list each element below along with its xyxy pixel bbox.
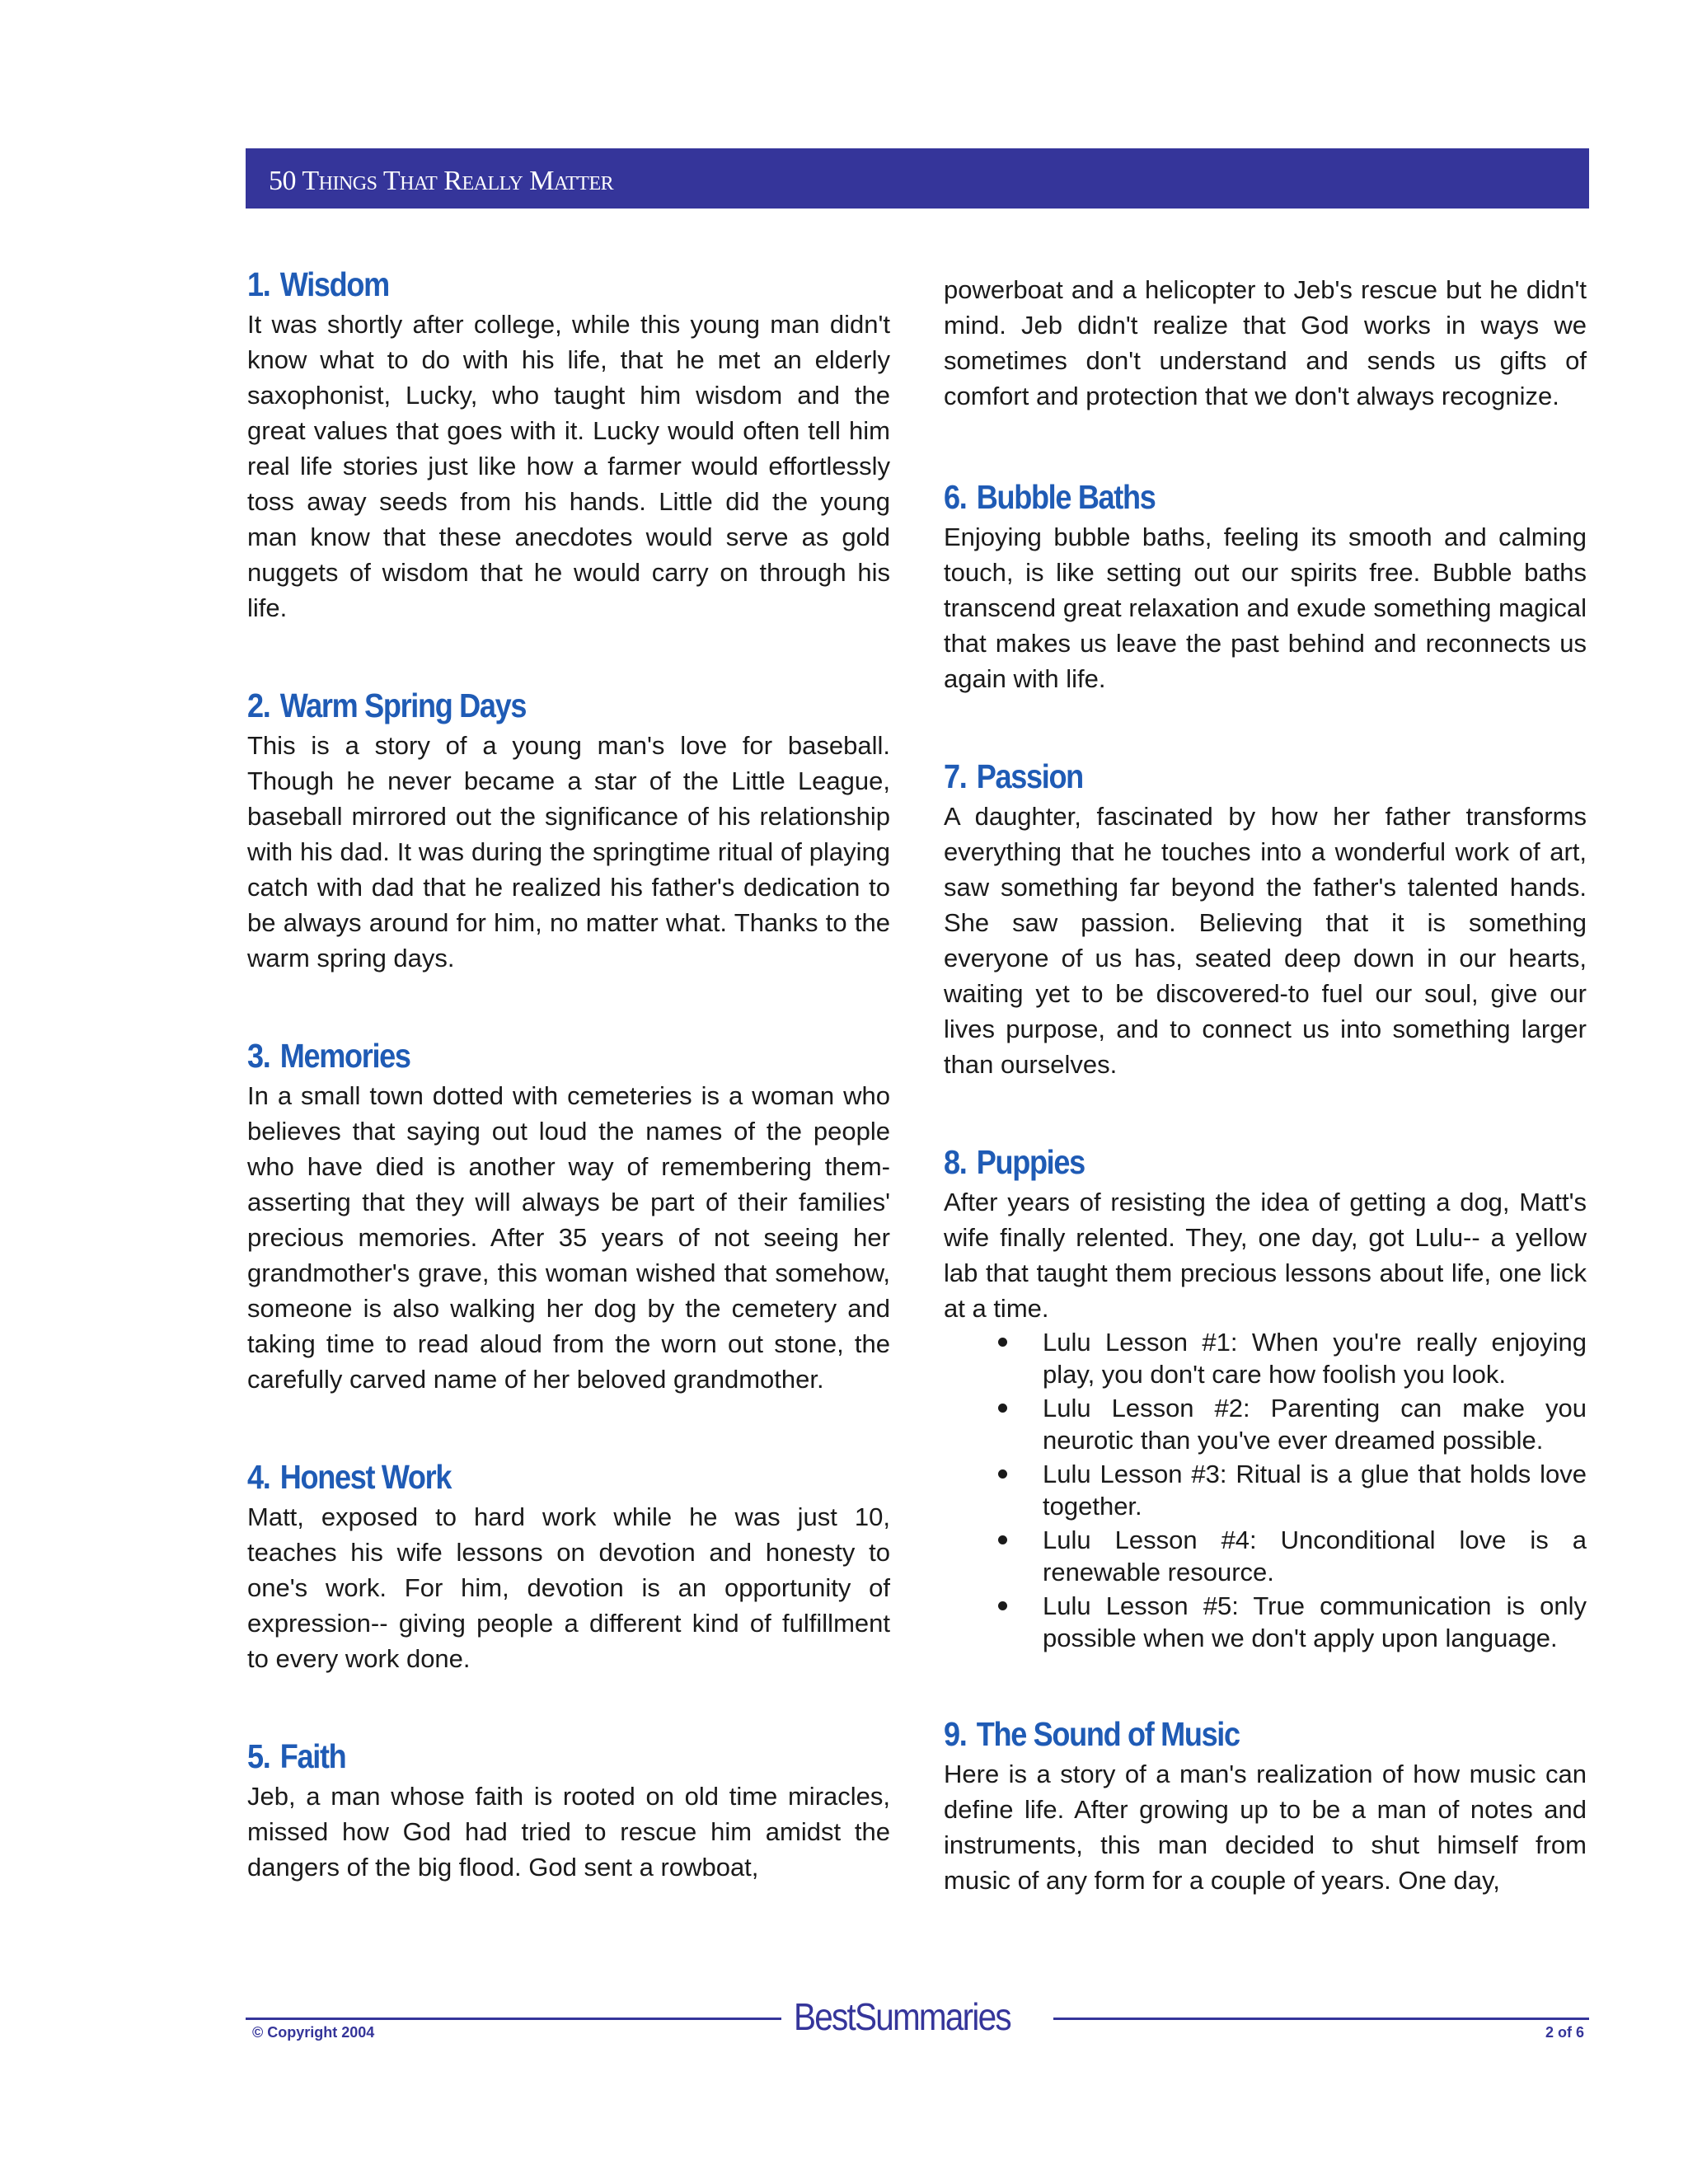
- footer-rule-left: [246, 2018, 781, 2020]
- section-number: 2.: [247, 687, 270, 724]
- section-number: 9.: [944, 1715, 967, 1753]
- section-body: In a small town dotted with cemeteries is a woman who believes that saying out loud the names of the people who have died is another way of remembering them-asserting that they will always be part of their families' precious memories. After 35 years of not seeing her grandmother's grave, this woman wished that somehow, someone is also walking her dog by the cemetery and taking time to read aloud from the worn out stone, the carefully carved name of her beloved grandmother.: [247, 1081, 890, 1394]
- lesson-text: Lulu Lesson #4: Unconditional love is a renewable resource.: [1043, 1526, 1587, 1586]
- page-number: 2 of 6: [1545, 2024, 1584, 2041]
- section-number: 6.: [944, 478, 967, 516]
- section-body: It was shortly after college, while this young man didn't know what to do with his life, that he met an elderly saxophonist, Lucky, who taught him wisdom and the great values that goes with it. Lucky would often tell him real life stories just like how a farmer would effortlessly toss away seeds from his hands. Little did the young man know that these anecdotes would serve as gold nuggets of wisdom that he would carry on through his life.: [247, 310, 890, 622]
- bullet-icon: [998, 1404, 1007, 1413]
- section-warm-spring-days: [247, 683, 890, 976]
- section-heading: [944, 754, 1509, 799]
- section-body: After years of resisting the idea of getting a dog, Matt's wife finally relented. They, one day, got Lulu-- a yellow lab that taught them precious lessons about life, one lick at a time.: [944, 1188, 1587, 1323]
- section-body: Here is a story of a man's realization of how music can define life. After growing up to be a man of notes and instruments, this man decided to shut himself from music of any form for a couple of years. One day,: [944, 1760, 1587, 1895]
- section-title: Wisdom: [279, 265, 389, 303]
- section-faith: [247, 1734, 890, 1885]
- list-item: [993, 1590, 1587, 1654]
- section-body: Jeb, a man whose faith is rooted on old time miracles, missed how God had tried to rescue him amidst the dangers of the big flood. God sent a rowboat,: [247, 1782, 890, 1882]
- lesson-list: [944, 1326, 1587, 1654]
- footer-rule-right: [1053, 2018, 1589, 2020]
- lesson-text: Lulu Lesson #2: Parenting can make you neurotic than you've ever dreamed possible.: [1043, 1394, 1587, 1455]
- section-heading: [944, 475, 1509, 519]
- section-body: Matt, exposed to hard work while he was just 10, teaches his wife lessons on devotion and honesty to one's work. For him, devotion is an opportunity of expression-- giving people a different kind of fulfillment to every work done.: [247, 1502, 890, 1673]
- section-number: 4.: [247, 1458, 270, 1496]
- header-title: 50 Things That Really Matter: [269, 165, 614, 196]
- section-wisdom: [247, 262, 890, 626]
- section-body: A daughter, fascinated by how her father transforms everything that he touches into a wonderful work of art, saw something far beyond the father's talented hands. She saw passion. Believing that it is something everyone of us has, seated deep down in our hearts, waiting yet to be discovered-to fuel our soul, give our lives purpose, and to connect us into something larger than ourselves.: [944, 802, 1587, 1079]
- section-title: Warm Spring Days: [279, 687, 527, 724]
- bullet-icon: [998, 1601, 1007, 1610]
- section-heading: [247, 262, 813, 307]
- section-bubble-baths: [944, 475, 1587, 696]
- section-body: This is a story of a young man's love for baseball. Though he never became a star of the Little League, baseball mirrored out the significance of his relationship with his dad. It was during the springtime ritual of playing catch with dad that he realized his father's dedication to be always around for him, no matter what. Thanks to the warm spring days.: [247, 731, 890, 972]
- footer-copyright: © Copyright 2004: [252, 2024, 375, 2041]
- section-number: 5.: [247, 1737, 270, 1775]
- section-heading: [247, 1455, 813, 1499]
- list-item: [993, 1524, 1587, 1588]
- section-title: Passion: [976, 757, 1083, 795]
- section-passion: [944, 754, 1587, 1082]
- lesson-text: Lulu Lesson #1: When you're really enjoying play, you don't care how foolish you look.: [1043, 1328, 1587, 1389]
- footer: [246, 1994, 1589, 2044]
- section-heading: [944, 1140, 1509, 1184]
- bullet-icon: [998, 1469, 1007, 1479]
- footer-logo: BestSummaries: [794, 1995, 1010, 2038]
- section-number: 8.: [944, 1143, 967, 1181]
- bullet-icon: [998, 1338, 1007, 1347]
- section-title: Bubble Baths: [976, 478, 1156, 516]
- header-bar: [246, 148, 1589, 209]
- section-heading: [247, 1734, 813, 1779]
- section-title: The Sound of Music: [976, 1715, 1240, 1753]
- section-number: 1.: [247, 265, 270, 303]
- bullet-icon: [998, 1535, 1007, 1544]
- section-title: Memories: [279, 1037, 410, 1075]
- lesson-text: Lulu Lesson #5: True communication is only possible when we don't apply upon language.: [1043, 1591, 1587, 1652]
- section-sound-of-music: [944, 1712, 1587, 1898]
- section-puppies: [944, 1140, 1587, 1654]
- left-column: [247, 262, 890, 1943]
- right-column: [944, 272, 1587, 1956]
- section-title: Honest Work: [279, 1458, 452, 1496]
- list-item: [993, 1458, 1587, 1522]
- lesson-text: Lulu Lesson #3: Ritual is a glue that holds love together.: [1043, 1460, 1587, 1521]
- section-heading: [944, 1712, 1509, 1756]
- list-item: [993, 1392, 1587, 1456]
- section-body-continued: powerboat and a helicopter to Jeb's rescue but he didn't mind. Jeb didn't realize that God works in ways we sometimes don't understand and sends us gifts of comfort and protection that we don't always recognize.: [944, 275, 1587, 410]
- section-heading: [247, 683, 813, 728]
- section-title: Faith: [279, 1737, 346, 1775]
- section-memories: [247, 1033, 890, 1397]
- section-number: 3.: [247, 1037, 270, 1075]
- section-body: Enjoying bubble baths, feeling its smooth and calming touch, is like setting out our spirits free. Bubble baths transcend great relaxation and exude something magical that makes us leave the past behind and reconnects us again with life.: [944, 523, 1587, 693]
- section-heading: [247, 1033, 813, 1078]
- list-item: [993, 1326, 1587, 1390]
- section-number: 7.: [944, 757, 967, 795]
- section-title: Puppies: [976, 1143, 1085, 1181]
- section-honest-work: [247, 1455, 890, 1676]
